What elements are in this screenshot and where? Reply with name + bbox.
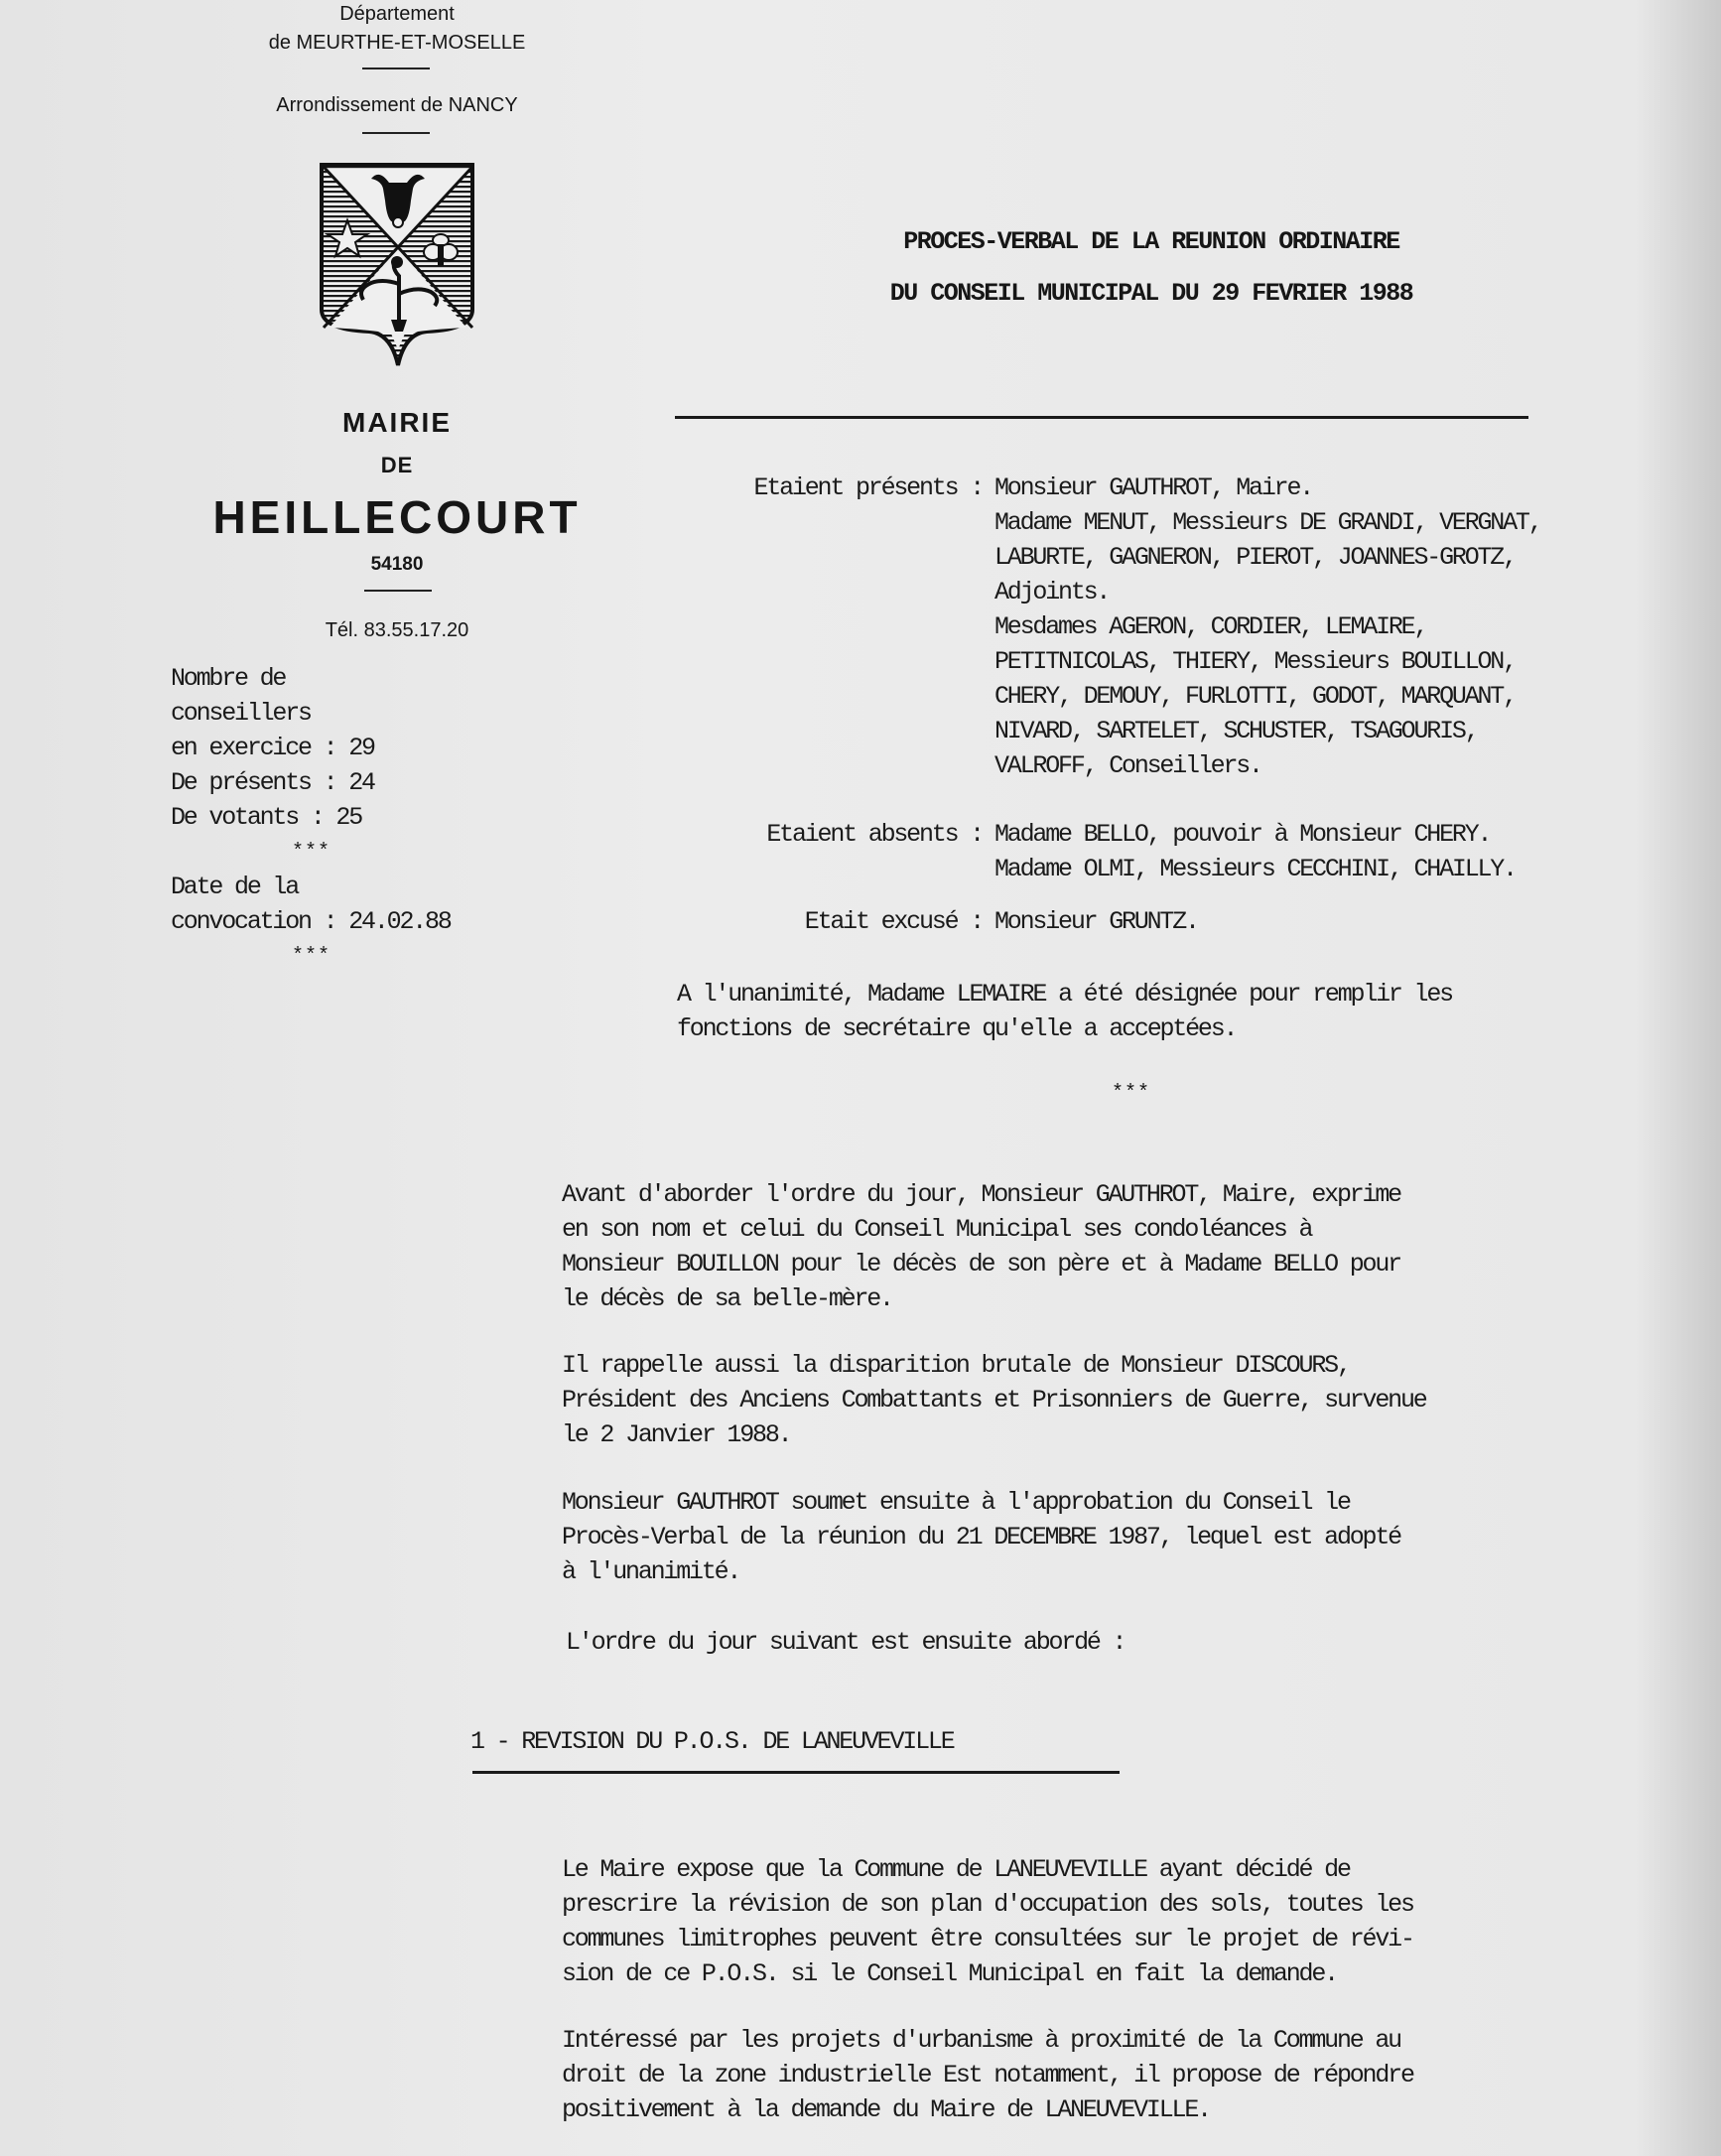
title-line-1: PROCES-VERBAL DE LA REUNION ORDINAIRE [903, 227, 1399, 256]
paragraph-line: prescrire la révision de son plan d'occupation des sols, toutes les [562, 1890, 1413, 1919]
excused-label: Etait excusé : [804, 907, 983, 936]
separator-stars: *** [1112, 1082, 1151, 1105]
title-underline [675, 416, 1528, 419]
paragraph-line: à l'unanimité. [562, 1557, 740, 1586]
de-label: DE [380, 453, 414, 477]
absent-line: Madame BELLO, pouvoir à Monsieur CHERY. [994, 820, 1491, 849]
council-stats [171, 661, 548, 974]
present-list [994, 471, 1709, 783]
phone-number: Tél. 83.55.17.20 [325, 619, 469, 641]
absent-label: Etaient absents : [766, 820, 983, 849]
paragraph-line: Président des Anciens Combattants et Prisonniers de Guerre, survenue [562, 1386, 1426, 1415]
condolences-paragraph [562, 1177, 1709, 1316]
present-line: Mesdames AGERON, CORDIER, LEMAIRE, [994, 612, 1427, 641]
title-line-2: DU CONSEIL MUNICIPAL DU 29 FEVRIER 1988 [889, 279, 1413, 308]
discours-paragraph [562, 1348, 1709, 1452]
agenda-intro: L'ordre du jour suivant est ensuite abordé : [566, 1628, 1125, 1657]
absent-list [994, 817, 1709, 886]
present-line: LABURTE, GAGNERON, PIEROT, JOANNES-GROTZ, [994, 543, 1516, 572]
present-line: Monsieur GAUTHROT, Maire. [994, 473, 1313, 502]
excused-line: Monsieur GRUNTZ. [994, 907, 1198, 936]
convocation-line: Date de la [171, 873, 299, 901]
stats-line: De votants : 25 [171, 803, 362, 832]
secretary-line: A l'unanimité, Madame LEMAIRE a été désignée pour remplir les [677, 980, 1452, 1009]
paragraph-line: Procès-Verbal de la réunion du 21 DECEMBRE 1987, lequel est adopté [562, 1523, 1400, 1551]
divider [362, 132, 430, 134]
stats-line: De présents : 24 [171, 768, 374, 797]
secretary-paragraph [677, 977, 1709, 1046]
convocation-line: convocation : 24.02.88 [171, 907, 451, 936]
paragraph-line: le décès de sa belle-mère. [562, 1284, 892, 1313]
paragraph-line: Intéressé par les projets d'urbanisme à proximité de la Commune au [562, 2026, 1400, 2055]
heraldic-shield-icon [318, 161, 478, 369]
arrondissement: Arrondissement de NANCY [276, 94, 518, 116]
divider [364, 590, 432, 592]
separator-stars: *** [292, 945, 331, 968]
letterhead [199, 0, 596, 58]
paragraph-line: sion de ce P.O.S. si le Conseil Municipal en fait la demande. [562, 1959, 1337, 1988]
present-line: NIVARD, SARTELET, SCHUSTER, TSAGOURIS, [994, 717, 1478, 745]
paragraph-line: Monsieur BOUILLON pour le décès de son père et à Madame BELLO pour [562, 1250, 1400, 1279]
stats-line: en exercice : 29 [171, 734, 374, 762]
stats-line: Nombre de [171, 664, 286, 693]
paragraph-line: positivement à la demande du Maire de LANEUVEVILLE. [562, 2095, 1210, 2124]
department-name: de MEURTHE-ET-MOSELLE [268, 32, 526, 54]
divider [362, 67, 430, 69]
paragraph-line: communes limitrophes peuvent être consultées sur le projet de révi- [562, 1925, 1413, 1954]
paragraph-line: Avant d'aborder l'ordre du jour, Monsieur GAUTHROT, Maire, exprime [562, 1180, 1400, 1209]
secretary-line: fonctions de secrétaire qu'elle a acceptées. [677, 1014, 1237, 1043]
excused-list [994, 904, 1709, 939]
postal-code: 54180 [370, 554, 424, 575]
absent-line: Madame OLMI, Messieurs CECCHINI, CHAILLY. [994, 855, 1516, 883]
separator-stars: *** [292, 841, 331, 864]
town-name: HEILLECOURT [212, 491, 582, 543]
department-label: Département [339, 3, 455, 25]
paragraph-line: Le Maire expose que la Commune de LANEUVEVILLE ayant décidé de [562, 1855, 1350, 1884]
section-paragraph-2 [562, 2023, 1709, 2127]
present-label: Etaient présents : [753, 473, 983, 502]
paragraph-line: Il rappelle aussi la disparition brutale de Monsieur DISCOURS, [562, 1351, 1350, 1380]
section-underline [472, 1771, 1120, 1774]
present-line: CHERY, DEMOUY, FURLOTTI, GODOT, MARQUANT, [994, 682, 1516, 711]
stats-line: conseillers [171, 699, 311, 728]
present-line: Adjoints. [994, 578, 1110, 606]
present-line: Madame MENUT, Messieurs DE GRANDI, VERGNAT, [994, 508, 1541, 537]
paragraph-line: en son nom et celui du Conseil Municipal ses condoléances à [562, 1215, 1312, 1244]
mairie-label: MAIRIE [342, 407, 452, 438]
section-title: 1 - REVISION DU P.O.S. DE LANEUVEVILLE [470, 1727, 954, 1756]
section-paragraph-1 [562, 1852, 1709, 1991]
paragraph-line: Monsieur GAUTHROT soumet ensuite à l'approbation du Conseil le [562, 1488, 1350, 1517]
present-line: PETITNICOLAS, THIERY, Messieurs BOUILLON, [994, 647, 1516, 676]
approval-paragraph [562, 1485, 1709, 1589]
present-line: VALROFF, Conseillers. [994, 751, 1261, 780]
paragraph-line: droit de la zone industrielle Est notamment, il propose de répondre [562, 2061, 1413, 2089]
document-title [784, 216, 1519, 320]
paragraph-line: le 2 Janvier 1988. [562, 1420, 791, 1449]
